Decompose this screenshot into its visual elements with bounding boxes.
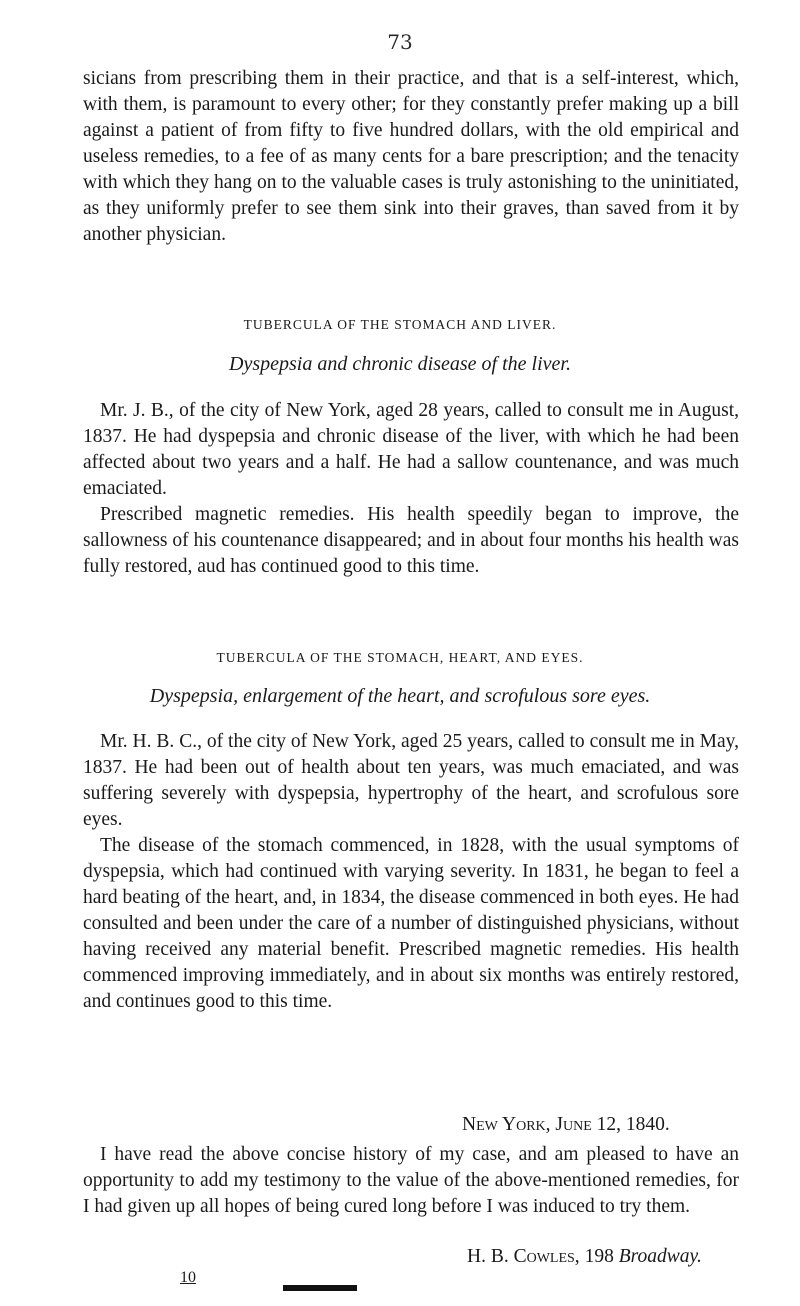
section1-body — [83, 398, 739, 580]
page-number: 73 — [387, 30, 413, 54]
case-hbc-history-paragraph: The disease of the stomach commenced, in 1828, with the usual symptoms of dyspepsia, which had continued with varying severity. In 1831, he began to feel a hard beating of the heart, and, in 1834, the disease commenced in both eyes. He had consulted and been under the care of a number of distinguished physicians, without having received any material benefit. Prescribed magnetic remedies. His health commenced improving immediately, and in about six months was entirely restored, and continues good to this time. — [83, 835, 739, 1012]
section-subheading-heart: Dyspepsia, enlargement of the heart, and scrofulous sore eyes. — [149, 685, 651, 707]
signature — [467, 1246, 702, 1268]
case-jb-treatment-paragraph: Prescribed magnetic remedies. His health speedily began to improve, the sallowness of his countenance disappeared; and in about four months his health was fully restored, aud has continued good to this time. — [83, 504, 739, 577]
section-heading-liver: TUBERCULA OF THE STOMACH AND LIVER. — [243, 317, 557, 332]
bottom-rule — [283, 1285, 357, 1291]
section-subheading-liver: Dyspepsia and chronic disease of the liver. — [229, 353, 571, 375]
testimony-paragraph: I have read the above concise history of my case, and am pleased to have an opportunity to add my testimony to the value of the above-mentioned remedies, for I had given up all hopes of being cured long before I was induced to try them. — [83, 1144, 739, 1217]
intro-paragraph: sicians from prescribing them in their practice, and that is a self-interest, which, with them, is paramount to every other; for they constantly prefer making up a bill against a patient of from fifty to five hundred dollars, with the old empirical and useless remedies, to a fee of as many cents for a bare prescription; and the tenacity with which they hang on to the valuable cases is truly astonishing to the uninitiated, as they uniformly prefer to see them sink into their graves, than saved from it by another physician. — [83, 68, 739, 245]
intro-paragraph-block — [83, 66, 739, 248]
signature-street: Broadway. — [618, 1246, 702, 1267]
case-hbc-paragraph: Mr. H. B. C., of the city of New York, aged 25 years, called to consult me in May, 1837. He had been out of health about ten years, was much emaciated, and was suffering severely with dyspepsia, hypertrophy of the heart, and scrofulous sore eyes. — [83, 731, 739, 830]
testimony-block — [83, 1142, 739, 1220]
signature-mark: 10 — [180, 1269, 196, 1286]
case-jb-paragraph: Mr. J. B., of the city of New York, aged 28 years, called to consult me in August, 1837. He had dyspepsia and chronic disease of the liver, with which he had been affected about two years and a half. He had a sallow countenance, and was much emaciated. — [83, 400, 739, 499]
section-heading-heart: TUBERCULA OF THE STOMACH, HEART, AND EYES. — [216, 650, 584, 665]
signature-address: 198 — [584, 1246, 614, 1267]
dateline-text: New York, June 12, 1840. — [462, 1114, 670, 1135]
section2-body — [83, 729, 739, 1015]
signature-name: H. B. Cowles, — [467, 1246, 580, 1267]
